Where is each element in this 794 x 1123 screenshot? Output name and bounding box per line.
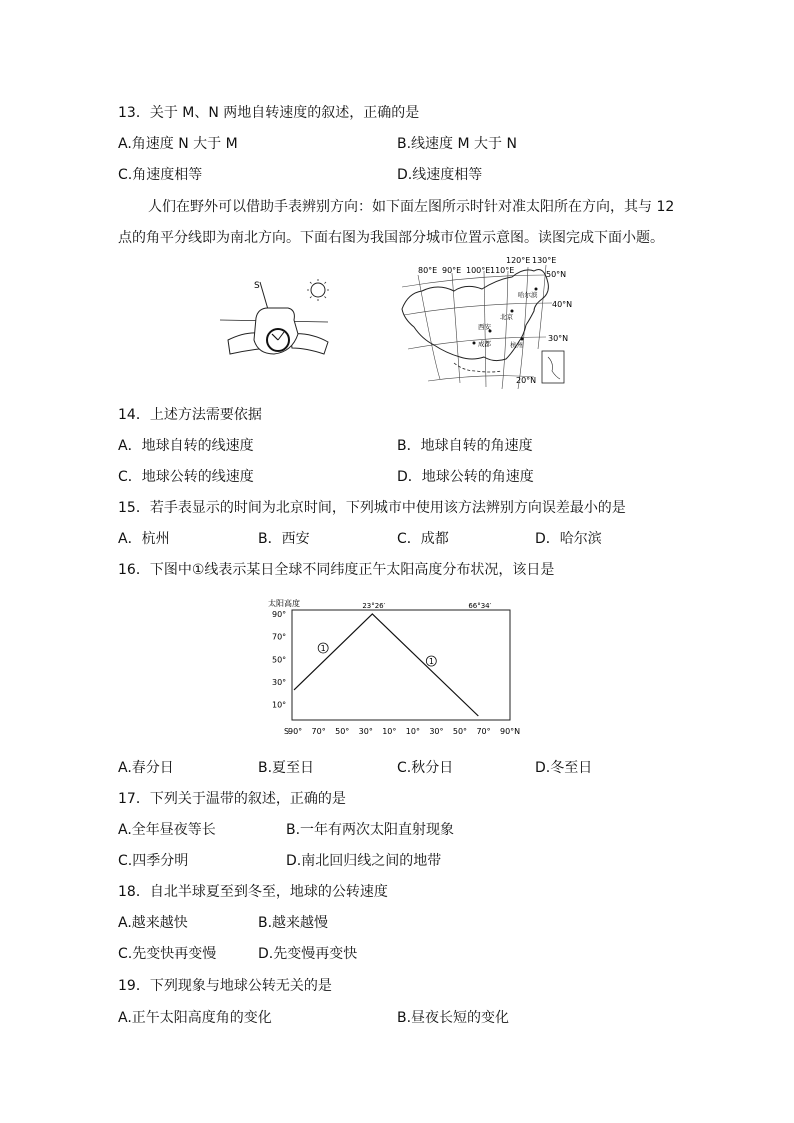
x-tick-label: 30° — [429, 727, 444, 736]
top-label: 23°26′ — [362, 602, 386, 610]
lon-label: 120°E — [506, 256, 531, 265]
china-city-map — [394, 253, 578, 395]
q13-option-c: C.角速度相等 — [118, 167, 203, 183]
q18-option-c: C.先变快再变慢 — [118, 946, 217, 962]
q15-stem: 15．若手表显示的时间为北京时间，下列城市中使用该方法辨别方向误差最小的是 — [118, 500, 626, 516]
south-coast — [454, 363, 502, 372]
top-label: 66°34′ — [468, 602, 492, 610]
y-tick-label: 50° — [272, 655, 287, 665]
city-label-harbin: 哈尔滨 — [518, 291, 538, 299]
x-tick-label: 10° — [382, 727, 397, 736]
q18-option-d: D.先变慢再变快 — [258, 946, 358, 962]
lon-label: 110°E — [490, 266, 515, 275]
series-marker-label: 1 — [428, 657, 434, 666]
lat-label: 40°N — [552, 300, 573, 309]
q15-option-a: A．杭州 — [118, 531, 170, 547]
passage-line-2: 点的角平分线即为南北方向。下面右图为我国部分城市位置示意图。读图完成下面小题。 — [118, 230, 664, 246]
y-tick-label: 10° — [272, 700, 287, 710]
q15-option-b: B．西安 — [258, 531, 310, 547]
q18-stem: 18．自北半球夏至到冬至，地球的公转速度 — [118, 884, 388, 900]
meridian-80e — [418, 275, 440, 379]
china-map-figure — [394, 253, 578, 395]
q18-option-b: B.越来越慢 — [258, 915, 329, 931]
china-border — [402, 270, 548, 361]
parallel-30n — [408, 337, 546, 349]
q14-option-d: D．地球公转的角速度 — [397, 469, 534, 485]
meridian-130e — [538, 265, 546, 349]
x-tick-label: 70° — [476, 727, 491, 736]
city-label-hangzhou: 杭州 — [510, 341, 523, 349]
parallel-50n — [402, 275, 546, 287]
q13-stem: 13．关于 M、N 两地自转速度的叙述，正确的是 — [118, 105, 420, 121]
q14-stem: 14．上述方法需要依据 — [118, 407, 262, 423]
passage-line-1: 人们在野外可以借助手表辨别方向：如下面左图所示时针对准太阳所在方向，其与 12 — [148, 199, 675, 215]
watch-figure — [218, 268, 338, 368]
series-lines — [294, 614, 478, 716]
q17-option-c: C.四季分明 — [118, 853, 189, 869]
y-axis-label: 太阳高度 — [268, 599, 300, 608]
q16-option-d: D.冬至日 — [535, 760, 593, 776]
x-tick-label: 90° — [288, 727, 303, 736]
solar-altitude-chart-svg — [262, 596, 532, 742]
q14-option-c: C．地球公转的线速度 — [118, 469, 254, 485]
y-tick-label: 30° — [272, 678, 287, 687]
q13-option-d: D.线速度相等 — [397, 167, 483, 183]
city-label-chengdu: 成都 — [478, 340, 491, 348]
parallel-40n — [404, 303, 552, 315]
lon-label: 80°E — [418, 266, 438, 275]
y-tick-label: 90° — [272, 610, 287, 619]
q16-option-a: A.春分日 — [118, 760, 174, 776]
chart-frame — [292, 610, 510, 720]
x-tick-label: 30° — [358, 727, 373, 736]
q13-option-b: B.线速度 M 大于 N — [397, 136, 517, 152]
x-tick-label: 10° — [405, 727, 420, 736]
city-dot-chengdu — [473, 342, 476, 345]
watch-illustration — [218, 268, 338, 368]
q14-option-a: A．地球自转的线速度 — [118, 438, 254, 454]
meridian-120e — [518, 267, 528, 389]
sun-icon — [311, 283, 325, 297]
lon-label: 130°E — [532, 256, 557, 265]
solar-altitude-chart — [262, 596, 532, 742]
lon-label: 90°E — [442, 266, 462, 275]
q18-option-a: A.越来越快 — [118, 915, 188, 931]
sun-rays — [307, 279, 329, 301]
q14-option-b: B．地球自转的角速度 — [397, 438, 533, 454]
lat-label: 20°N — [516, 376, 537, 385]
meridian-110e — [502, 271, 508, 389]
city-label-beijing: 北京 — [500, 313, 513, 321]
x-tick-label: 50° — [335, 727, 350, 736]
graticule — [402, 265, 552, 389]
q17-option-d: D.南北回归线之间的地带 — [286, 853, 442, 869]
q16-option-b: B.夏至日 — [258, 760, 315, 776]
q15-option-d: D．哈尔滨 — [535, 531, 602, 547]
y-ticks — [272, 610, 286, 710]
lat-label: 50°N — [546, 270, 567, 279]
city-label-xian: 西安 — [478, 323, 491, 331]
y-tick-label: 70° — [272, 632, 287, 642]
south-china-sea-inset — [542, 351, 564, 383]
x-ticks — [284, 727, 520, 736]
q17-option-a: A.全年昼夜等长 — [118, 822, 216, 838]
lat-label: 30°N — [548, 334, 569, 343]
q16-stem: 16．下图中①线表示某日全球不同纬度正午太阳高度分布状况，该日是 — [118, 562, 555, 578]
x-tick-label: S — [284, 727, 290, 736]
south-label: S — [254, 281, 260, 291]
q19-option-b: B.昼夜长短的变化 — [397, 1010, 510, 1026]
x-tick-label: 50° — [452, 727, 468, 736]
series-marker-label: 1 — [320, 643, 326, 653]
x-tick-label: 90°N — [500, 727, 521, 736]
q15-option-c: C．成都 — [397, 531, 449, 547]
q16-option-c: C.秋分日 — [397, 760, 454, 776]
q19-option-a: A.正午太阳高度角的变化 — [118, 1010, 272, 1026]
lon-label: 100°E — [466, 266, 491, 275]
q17-option-b: B.一年有两次太阳直射现象 — [286, 822, 455, 838]
series-line — [294, 614, 478, 716]
q19-stem: 19．下列现象与地球公转无关的是 — [118, 978, 332, 994]
q13-option-a: A.角速度 N 大于 M — [118, 136, 238, 152]
q17-stem: 17．下列关于温带的叙述，正确的是 — [118, 791, 346, 807]
x-tick-label: 70° — [311, 727, 326, 736]
